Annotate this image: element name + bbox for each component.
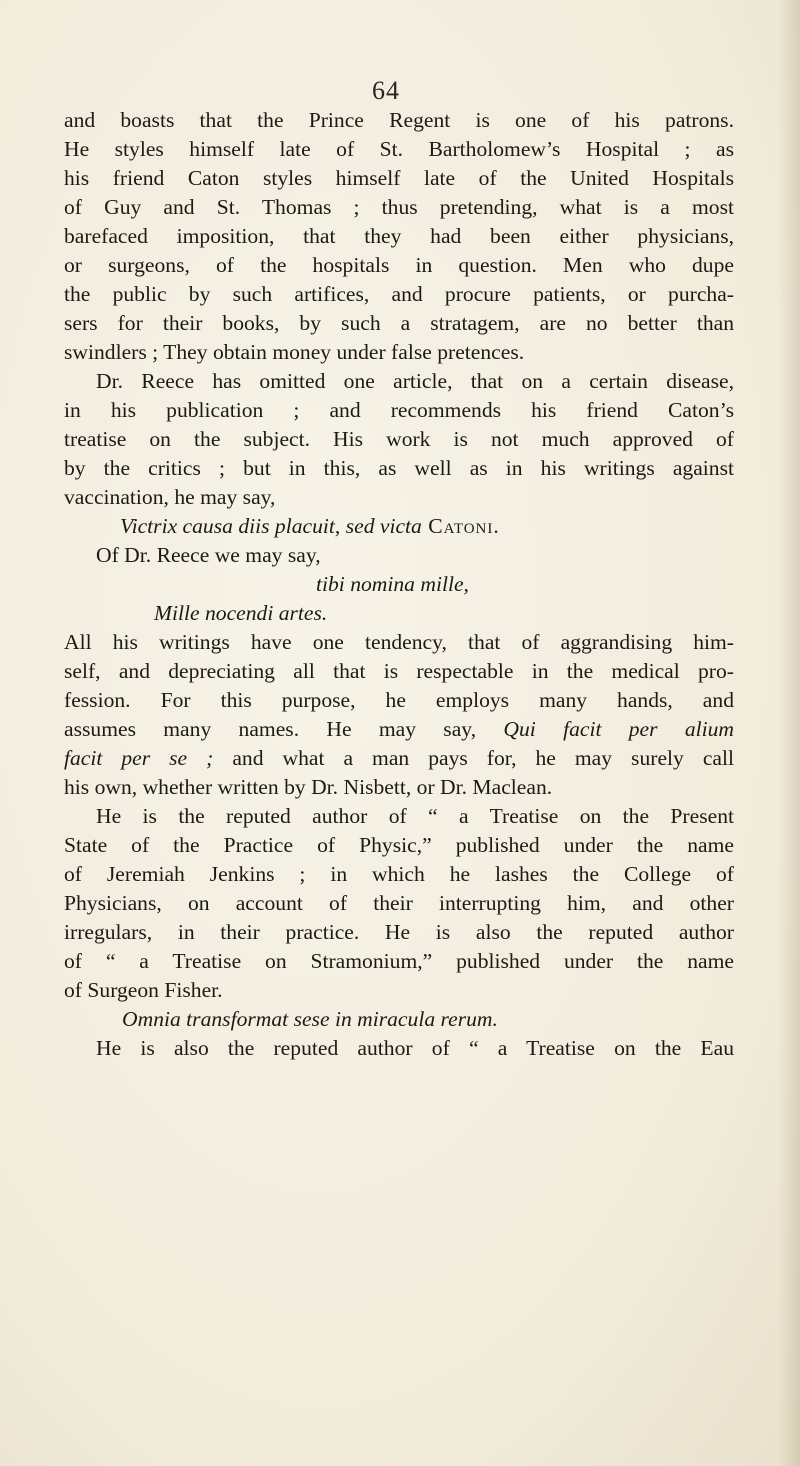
latin-phrase: Qui facit per alium — [503, 717, 734, 741]
text-line: He is also the reputed author of “ a Treatise on the Eau — [96, 1036, 734, 1060]
text-line: the public by such artifices, and procure patients, or purcha- — [64, 282, 734, 306]
text-line: Dr. Reece has omitted one article, that on a certain disease, — [96, 369, 734, 393]
text-line: and boasts that the Prince Regent is one of his patrons. — [64, 108, 734, 132]
text-line: of Guy and St. Thomas ; thus pretending, what is a most — [64, 195, 734, 219]
quotation-italic: Victrix causa diis placuit — [120, 514, 335, 538]
latin-verse-line: Omnia transformat sese in miracula rerum. — [122, 1007, 498, 1031]
page-number: 64 — [372, 76, 400, 105]
text-line: fession. For this purpose, he employs many hands, and — [64, 688, 734, 712]
text-line: barefaced imposition, that they had been either physicians, — [64, 224, 734, 248]
text-line: his friend Caton styles himself late of the United Hospitals — [64, 166, 734, 190]
text-line: Of Dr. Reece we may say, — [96, 543, 321, 567]
text-line: Physicians, on account of their interrupting him, and other — [64, 891, 734, 915]
text-line: He styles himself late of St. Bartholomew’s Hospital ; as — [64, 137, 734, 161]
text-line: State of the Practice of Physic,” published under the name — [64, 833, 734, 857]
quotation-italic: sed victa — [345, 514, 422, 538]
text-line: or surgeons, of the hospitals in question. Men who dupe — [64, 253, 734, 277]
text-segment: and what a man pays for, he may surely call — [213, 746, 734, 770]
text-line — [64, 744, 734, 773]
text-line: in his publication ; and recommends his friend Caton’s — [64, 398, 734, 422]
text-line: of “ a Treatise on Stramonium,” published under the name — [64, 949, 734, 973]
text-line: of Jeremiah Jenkins ; in which he lashes the College of — [64, 862, 734, 886]
latin-verse-line: Mille nocendi artes. — [154, 601, 328, 625]
text-line: treatise on the subject. His work is not much approved of — [64, 427, 734, 451]
text-line: All his writings have one tendency, that of aggrandising him- — [64, 630, 734, 654]
text-line: irregulars, in their practice. He is also the reputed author — [64, 920, 734, 944]
text-line — [64, 715, 734, 744]
text-line: He is the reputed author of “ a Treatise on the Present — [96, 804, 734, 828]
body-text — [64, 106, 734, 1063]
latin-phrase: facit per se ; — [64, 746, 214, 770]
latin-quotation — [64, 512, 734, 541]
text-line: by the critics ; but in this, as well as in his writings against — [64, 456, 734, 480]
text-line: sers for their books, by such a stratagem, are no better than — [64, 311, 734, 335]
quotation-comma: , — [334, 514, 346, 538]
text-segment: assumes many names. He may say, — [64, 717, 504, 741]
text-line: of Surgeon Fisher. — [64, 978, 223, 1002]
text-line: vaccination, he may say, — [64, 485, 276, 509]
page-edge-shadow — [778, 0, 800, 1466]
text-line: swindlers ; They obtain money under false pretences. — [64, 340, 525, 364]
text-line: his own, whether written by Dr. Nisbett, or Dr. Maclean. — [64, 775, 553, 799]
text-line: self, and depreciating all that is respectable in the medical pro- — [64, 659, 734, 683]
latin-verse-line: tibi nomina mille, — [316, 572, 469, 596]
quotation-name: Catoni. — [421, 514, 500, 538]
